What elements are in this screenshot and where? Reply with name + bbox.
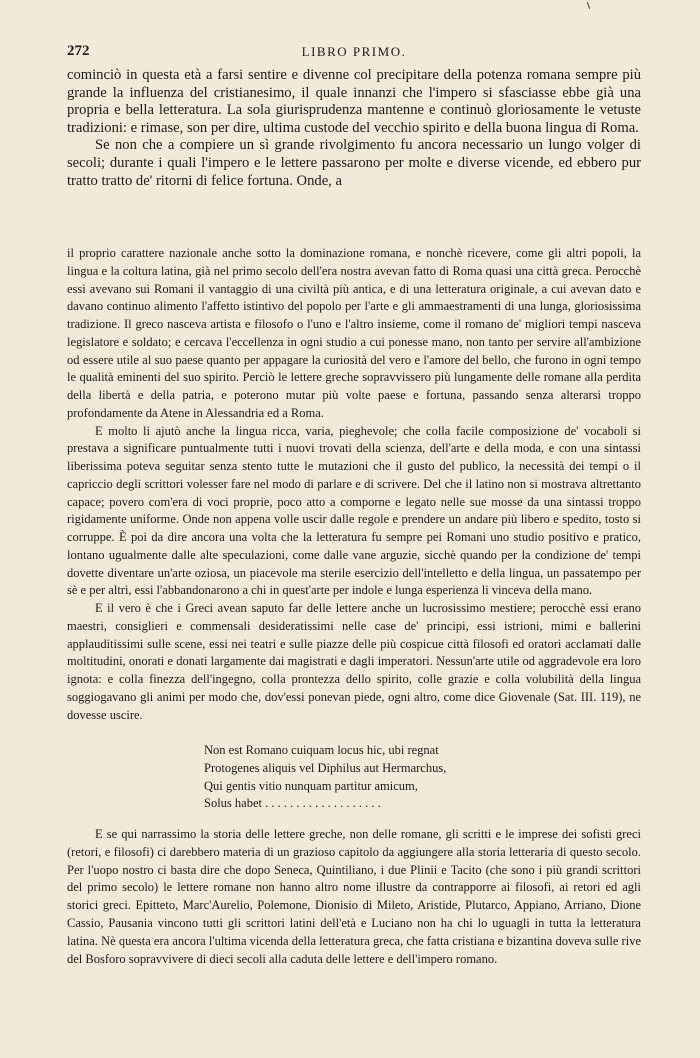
closing-text: [67, 826, 641, 968]
ink-mark: [587, 2, 590, 9]
running-head: LIBRO PRIMO.: [301, 44, 407, 59]
verse-line: Qui gentis vitio nunquam partitur amicum,: [204, 778, 418, 793]
page-number: 272: [67, 43, 90, 59]
main-paragraph: Se non che a compiere un sì grande rivolgimento fu ancora necessario un lungo volger di secoli; durante i quali l'impero e le lettere passarono per molte e diverse vicende, ed ebbero pur tratto tratto de' ritorni di felice fortuna. Onde, a: [67, 137, 641, 189]
note-paragraph: E il vero è che i Greci avean saputo far delle lettere anche un lucrosissimo mestiere; perocchè essi erano maestri, consiglieri e commensali desideratissimi nelle case de' principi, essi istrioni, mimi e ballerini applauditissimi sulle scene, essi nei teatri e sulle piazze delle più cospicue città filosofi ed oratori acclamati dalle moltitudini, onorati e donati largamente dai magistrati e dagli imperatori. Nessun'arte utile od aggradevole era loro ignota: e colla finezza dell'ingegno, colla prontezza dello spirito, colle grazie e colla volubilità della lingua soggiogavano gli animi per modo che, dov'essi ponevan piede, ogni altro, come dice Giovenale (Sat. III. 119), ne dovesse uscire.: [67, 601, 641, 722]
verse-quotation: [204, 742, 584, 813]
note-paragraph: E molto li ajutò anche la lingua ricca, varia, pieghevole; che colla facile composizione de' vocaboli si prestava a significare puntualmente tutti i nuovi trovati della scienza, dell'arte e della moda, e con una sintassi liberissima poteva seguitar senza stento tutte le mutazioni che il gusto del publico, la necessità dei tempi o il capriccio degli scrittori volesser fare nel modo di parlare e di scrivere. Del che il latino non si mostrava altrettanto capace; povero com'era di voci proprie, poco atto a comporne e legato nelle sue mosse da una sintassi troppo rigidamente uniforme. Onde non appena volle uscir dalle regole e prendere un andare più libero e spedito, tosto si corruppe. È poi da dire ancora una volta che la letteratura fu sempre pei Romani uno studio positivo e pratico, lontano ugualmente dalle alte speculazioni, come dalle vane arguzie, sicchè quando per la condizione de' tempi dovette diventare un'arte oziosa, un piacevole ma sterile esercizio dell'intelletto e della lingua, un passatempo per sè e per altri, essi l'abbandonarono a chi in quest'arte per indole e lunga esperienza li vinceva della mano.: [67, 423, 641, 598]
verse-line: Solus habet . . . . . . . . . . . . . . . . . . .: [204, 796, 381, 811]
verse-line: Protogenes aliquis vel Diphilus aut Hermarchus,: [204, 760, 447, 775]
note-paragraph: il proprio carattere nazionale anche sotto la dominazione romana, e nonchè ricevere, come gli altri popoli, la lingua e la coltura latina, già nel primo secolo dell'era nostra avevan fatto di Roma quasi una città greca. Perocchè essi avevano sui Romani il vantaggio di una civiltà più antica, e di una letteratura originale, a cui avevan dato e davano continuo alimento l'affetto istintivo del popolo per l'arte e gli ammaestramenti di una lunga, gloriosissima tradizione. Il greco nasceva artista e filosofo o l'uno e l'altro insieme, come il romano de' migliori tempi nasceva legislatore e soldato; e cercava l'eccellenza in ogni studio a cui ponesse mano, non tanto per servire all'ambizione od essere utile al suo paese quanto per appagare la curiosità del vero e l'amore del bello, che furono in ogni tempo le qualità eminenti del suo spirito. Perciò le lettere greche sopravvissero più lungamente delle romane alla perdita della libertà e della patria, e poterono mutar più volte paese e fortuna, passando senza alterarsi troppo profondamente da Atene in Alessandria ed a Roma.: [67, 246, 641, 420]
closing-paragraph: E se qui narrassimo la storia delle lettere greche, non delle romane, gli scritti e le imprese dei sofisti greci (retori, e filosofi) ci darebbero materia di un grazioso capitolo da aggiungere alla storia letteraria di questo secolo. Per l'uopo nostro ci basta dire che dopo Seneca, Quintiliano, i due Plinii e Tacito (che sono i più grandi scrittori del primo secolo) le lettere romane non hanno altro nome illustre da contrapporre ai filosofi, ai retori ed agli storici greci. Epitteto, Marc'Aurelio, Polemone, Dionisio di Mileto, Aristide, Plutarco, Appiano, Arriano, Dione Cassio, Pausania vincono tutti gli scrittori latini dell'età e Luciano non ha chi lo uguagli in tutta la letteratura latina. Nè questa era ancora l'ultima vicenda della letteratura greca, che fatta cristiana e bizantina doveva sulle rive del Bosforo sopravvivere di dieci secoli alla caduta delle lettere e dell'impero romano.: [67, 827, 641, 966]
page-header: [67, 43, 641, 65]
verse-line: Non est Romano cuiquam locus hic, ubi regnat: [204, 743, 439, 757]
main-text: [67, 67, 641, 190]
note-text: [67, 245, 641, 724]
main-paragraph: cominciò in questa età a farsi sentire e divenne col precipitare della potenza romana sempre più grande la influenza del cristianesimo, il quale innanzi che l'impero si sfasciasse ebbe già una propria e bella letteratura. La sola giurisprudenza mantenne e continuò gloriosamente le vetuste tradizioni: e rimase, son per dire, ultima custode del vecchio spirito e della buona lingua di Roma.: [67, 67, 641, 136]
